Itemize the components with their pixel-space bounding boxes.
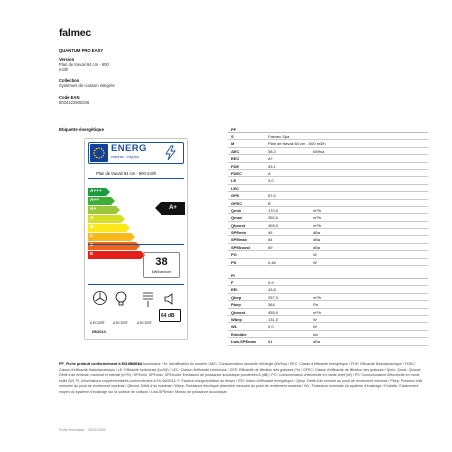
- energy-class-label: B: [88, 224, 126, 232]
- row-value: 33,1: [268, 163, 276, 169]
- row-value: 257,0: [268, 294, 279, 300]
- row-key: Qbep: [231, 294, 242, 300]
- table-row: [228, 229, 428, 236]
- table-row: [228, 148, 428, 155]
- table-row: [228, 133, 428, 140]
- row-key: Lwa-SPEmax: [231, 339, 257, 345]
- grease-filter-icon: [141, 290, 155, 313]
- divider: [88, 284, 184, 285]
- energy-class-bar-tip: [116, 206, 120, 214]
- table-row: [228, 286, 428, 293]
- row-key: WL: [231, 324, 238, 330]
- row-key: LEC: [231, 185, 239, 191]
- table-row: [228, 251, 428, 258]
- row-key: SPEmax: [231, 237, 248, 243]
- consumption-unit: kWh/annum: [151, 270, 172, 274]
- section-title: Etiquette énergétique: [59, 127, 104, 132]
- row-unit: W: [313, 252, 317, 258]
- energy-class-label: D: [88, 242, 136, 250]
- energy-label-model: Plan de travail 84 cm - 600 m3/h: [96, 171, 157, 176]
- row-unit: kWh/a: [313, 148, 325, 154]
- table-row: [228, 185, 428, 192]
- row-key: Wbep: [231, 316, 242, 322]
- row-value: Plan de travail 84 cm - 600 m3/h: [268, 141, 326, 147]
- row-key: Emiddle: [231, 331, 247, 337]
- energy-class-bar: [88, 206, 120, 214]
- row-unit: m³/h: [313, 294, 321, 300]
- table-row: [228, 279, 428, 286]
- row-unit: Pa: [313, 302, 318, 308]
- row-unit: m³/h: [313, 309, 321, 315]
- meta-value: m3/h: [59, 67, 69, 73]
- meta-version: [59, 57, 109, 72]
- row-value: 350,0: [268, 215, 279, 221]
- row-key: EEI: [231, 287, 238, 293]
- row-value: 0,0: [268, 178, 274, 184]
- row-value: 38,3: [268, 148, 276, 154]
- table-row: [228, 170, 428, 177]
- table-row: [228, 309, 428, 316]
- energy-class-label: C: [88, 233, 131, 241]
- table-pi: [228, 273, 428, 346]
- row-key: F: [231, 280, 234, 285]
- energy-class-bar: [88, 215, 125, 223]
- row-value: A: [268, 170, 271, 176]
- row-key: GFEC: [231, 200, 243, 206]
- row-key: Qboost: [231, 309, 245, 315]
- table-row: [228, 244, 428, 251]
- energy-label-title: ENERG: [111, 143, 147, 154]
- light-bulb-icon: [114, 290, 128, 313]
- meta-value: Plan de travail 84 cm - 600: [59, 62, 109, 67]
- row-key: FDEC: [231, 170, 242, 176]
- filter-class-label: A ECOSF: [137, 321, 152, 325]
- row-key: Pbep: [231, 302, 241, 308]
- fan-icon: [92, 290, 108, 311]
- table-header: PF: [228, 127, 428, 133]
- energy-class-label: A+: [88, 206, 116, 214]
- energy-class-label: A+++: [88, 188, 106, 196]
- energy-icon: [163, 145, 178, 166]
- table-row: [228, 294, 428, 301]
- table-row: [228, 140, 428, 147]
- product-name: QUANTUM PRO EASY: [59, 48, 104, 53]
- row-key: Qmax: [231, 215, 243, 221]
- eu-flag-icon: [90, 144, 108, 162]
- meta-value: Systèmes de cuisson intégrés: [59, 83, 115, 88]
- row-unit: dBa: [313, 339, 321, 345]
- row-value: A+: [268, 156, 274, 162]
- row-key: AEC: [231, 148, 240, 154]
- meta-collection: [59, 78, 115, 88]
- row-value: 69: [268, 244, 273, 250]
- table-row: [228, 200, 428, 207]
- table-row: [228, 222, 428, 229]
- energy-class-bar: [88, 233, 135, 241]
- row-unit: lux: [313, 331, 319, 337]
- energy-class-bar: [88, 188, 110, 196]
- row-key: PO: [231, 252, 237, 258]
- row-value: 0,0: [268, 324, 274, 330]
- row-unit: W: [313, 324, 317, 330]
- energy-class-label: E: [88, 251, 141, 259]
- row-value: Falmec Spa: [268, 134, 290, 139]
- row-value: 455,0: [268, 222, 279, 228]
- regulation-number: 65/2014: [92, 330, 106, 334]
- divider: [88, 178, 184, 179]
- footnote-text: S: Nom du fournisseur / M: Identification du modèle / AEC: Consommation annuelle d'énergie (kWh/a) / EEC: Classe d'efficacité énergétique / FDE: Efficacité fluidodynamique / FDEC: Classe d'efficacité fluidodynamique / LE: Efficacité lumineuse (lux/W) / LEC: Classe d'efficacité lumineuse / GFE: Efficacité de filtration des graisses (%) / GFEC: Classe d'efficacité de filtration des graisses / Qmin, Qmax, Qboost: Débit d'air minimal, maximal et intensif (m³/h) / SPEmin, SPEmax, SPEboost: Emissions de puissance acoustique pondérées A (dB) / PO: Consommation d'électricité en mode arrêt (W) / PS: Consommation d'électricité en mode veille (W). PI_Informations supplémentaires conformément à EU 66/2014: F: Facteur d'augmentation du temps / EEI: Indice d'efficacité énergétique / Qbep: Débit d'air mesuré au point de rendement maximal / Pbep: Pression d'air mesurée au point de rendement maximal / Qboost: Débit d'air maximal / Wbep: Puissance électrique absorbée mesurée au point de rendement maximal / WL: Puissance nominale du système d'éclairage / Emiddle: Eclairement moyen du système d'éclairage sur la surface de cuisson / Lwa-SPEmax: Niveau de puissance acoustique.: [59, 362, 423, 394]
- row-unit: m³/h: [313, 207, 321, 213]
- energy-class-bar-tip: [126, 224, 130, 232]
- row-value: B: [268, 200, 271, 206]
- row-key: GFE: [231, 193, 240, 199]
- table-header: PI: [228, 273, 428, 279]
- energy-rating: A+: [161, 202, 185, 215]
- table-row: [228, 236, 428, 243]
- row-value: 46: [268, 230, 273, 236]
- consumption-value: 38: [155, 256, 168, 268]
- divider: [88, 244, 184, 245]
- row-value: 43,8: [268, 287, 276, 293]
- energy-label-subtitle: енергия · ενέργεια: [111, 155, 140, 159]
- energy-class-label: A: [88, 215, 121, 223]
- row-value: 0,46: [268, 259, 276, 265]
- row-unit: dBa: [313, 244, 321, 250]
- row-unit: W: [313, 316, 317, 322]
- row-value: 170,0: [268, 207, 279, 213]
- meta-ean: [59, 95, 89, 105]
- row-key: SPEboost: [231, 244, 250, 250]
- row-key: PS: [231, 259, 237, 265]
- table-row: [228, 207, 428, 214]
- table-row: [228, 331, 428, 338]
- energy-class-label: A++: [88, 197, 111, 205]
- row-unit: W: [313, 259, 317, 265]
- table-row: [228, 301, 428, 308]
- row-key: SPEmin: [231, 230, 247, 236]
- row-value: 64: [268, 237, 273, 243]
- noise-value: 64 dB: [161, 313, 175, 319]
- row-value: 384: [268, 302, 275, 308]
- meta-heading: Version: [59, 57, 75, 62]
- row-unit: m³/h: [313, 215, 321, 221]
- row-value: 0,9: [268, 280, 274, 285]
- table-row: [228, 214, 428, 221]
- table-row: [228, 323, 428, 330]
- row-key: EEC: [231, 156, 240, 162]
- meta-value: 8034122900346: [59, 100, 90, 105]
- brand-logo: falmec: [59, 27, 92, 39]
- row-value: 455,0: [268, 309, 279, 315]
- meta-heading: Collection: [59, 78, 80, 83]
- row-key: S: [231, 134, 234, 139]
- table-row: [228, 192, 428, 199]
- row-value: 131,0: [268, 316, 279, 322]
- table-row: [228, 155, 428, 162]
- row-key: Qmin: [231, 207, 242, 213]
- energy-class-bar-tip: [121, 215, 125, 223]
- table-row: [228, 338, 428, 345]
- row-unit: dBa: [313, 237, 321, 243]
- energy-class-bar-tip: [131, 233, 135, 241]
- light-class-label: A ECOSF: [113, 321, 128, 325]
- row-unit: dBa: [313, 230, 321, 236]
- row-key: LE: [231, 178, 237, 184]
- row-key: FDE: [231, 163, 239, 169]
- table-row: [228, 316, 428, 323]
- energy-class-bar-tip: [106, 188, 110, 196]
- row-key: M: [231, 141, 235, 147]
- energy-class-bar: [88, 224, 130, 232]
- page-footer: Fiche technique - 24/01/2025: [59, 428, 106, 432]
- table-row: [228, 259, 428, 266]
- table-row: [228, 163, 428, 170]
- row-key: Qboost: [231, 222, 245, 228]
- row-value: 64: [268, 339, 273, 345]
- table-pf: [228, 127, 428, 266]
- energy-class-bar-tip: [111, 197, 115, 205]
- table-row: [228, 177, 428, 184]
- meta-heading: Code EAN: [59, 95, 80, 100]
- row-unit: m³/h: [313, 222, 321, 228]
- footnote-title: PF_Fiche produit conformément à EU 65/2014: [59, 362, 142, 366]
- fan-class-label: A ECOSF: [90, 321, 105, 325]
- energy-class-bar: [88, 251, 145, 259]
- energy-class-bar: [88, 197, 115, 205]
- row-value: 87,0: [268, 193, 276, 199]
